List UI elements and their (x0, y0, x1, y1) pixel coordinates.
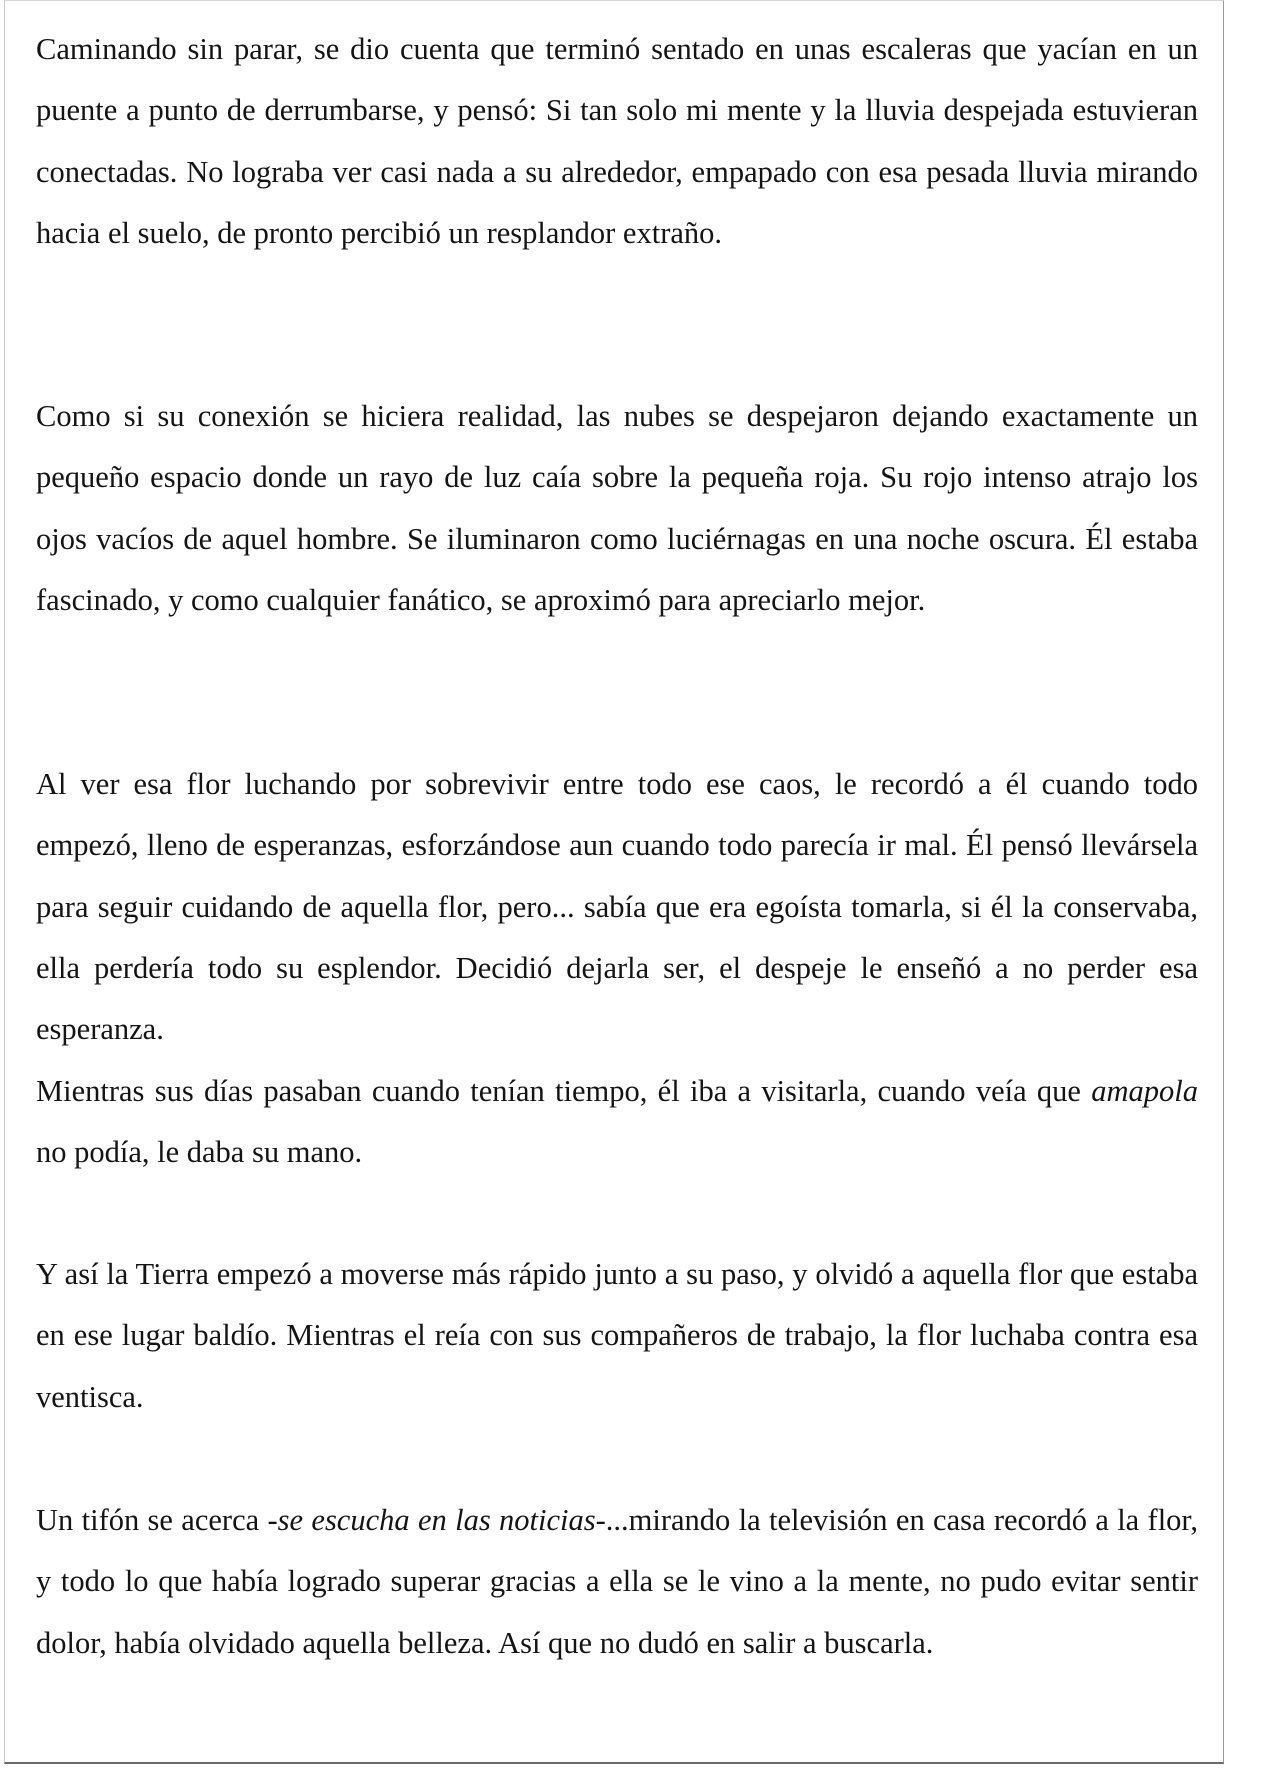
paragraph-3: Al ver esa flor luchando por sobrevivir entre todo ese caos, le recordó a él cuando todo empezó, lleno de esperanzas, esforzándose aun cuando todo parecía ir mal. Él pensó llevársela para seguir cuidando de aquella flor, pero... sabía que era egoísta tomarla, si él la conservaba, ella perdería todo su esplendor. Decidió dejarla ser, el despeje le enseñó a no perder esa esperanza. (36, 767, 1198, 1047)
paragraph-6-text-after: -...mirando la televisión en casa recordó a la flor, y todo lo que había logrado superar gracias a ella se le vino a la mente, no pudo evitar sentir dolor, había olvidado aquella belleza. Así que no dudó en salir a buscarla. (36, 1503, 1198, 1660)
document-page (4, 0, 1224, 1764)
paragraph-4 (36, 1061, 1198, 1184)
paragraph-1: Caminando sin parar, se dio cuenta que terminó sentado en unas escaleras que yacían en un puente a punto de derrumbarse, y pensó: Si tan solo mi mente y la lluvia despejada estuvieran conectadas. No lograba ver casi nada a su alrededor, empapado con esa pesada lluvia mirando hacia el suelo, de pronto percibió un resplandor extraño. (36, 32, 1198, 250)
paragraph-6 (36, 1490, 1198, 1674)
paragraph-5: Y así la Tierra empezó a moverse más rápido junto a su paso, y olvidó a aquella flor que estaba en ese lugar baldío. Mientras el reía con sus compañeros de trabajo, la flor luchaba contra esa ventisca. (36, 1257, 1198, 1414)
paragraph-2: Como si su conexión se hiciera realidad, las nubes se despejaron dejando exactamente un pequeño espacio donde un rayo de luz caía sobre la pequeña roja. Su rojo intenso atrajo los ojos vacíos de aquel hombre. Se iluminaron como luciérnagas en una noche oscura. Él estaba fascinado, y como cualquier fanático, se aproximó para apreciarlo mejor. (36, 399, 1198, 617)
paragraph-6-italic-phrase: se escucha en las noticias (277, 1503, 596, 1537)
paragraph-6-text-before: Un tifón se acerca - (36, 1503, 278, 1537)
paragraph-4-italic-word: amapola (1091, 1074, 1198, 1108)
paragraph-4-text-after: no podía, le daba su mano. (36, 1135, 363, 1170)
paragraph-4-text-before: Mientras sus días pasaban cuando tenían tiempo, él iba a visitarla, cuando veía que (36, 1074, 1092, 1108)
